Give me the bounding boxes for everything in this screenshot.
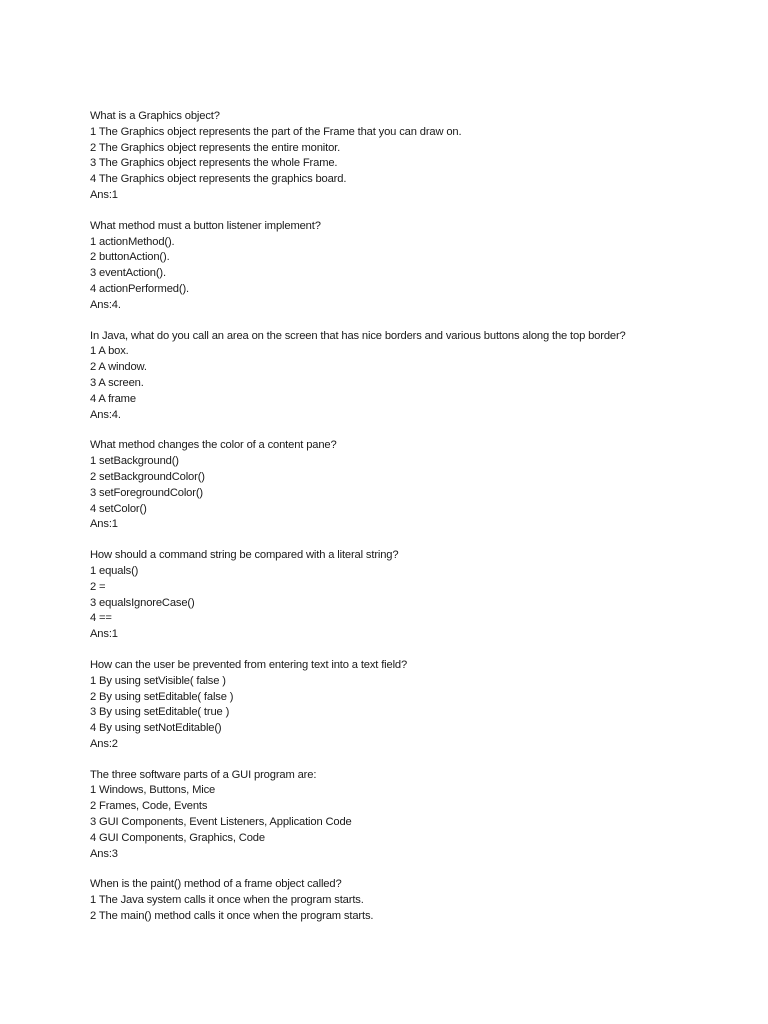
option-4: 4 actionPerformed(). <box>90 282 189 295</box>
option-1: 1 The Graphics object represents the part of the Frame that you can draw on. <box>90 125 462 138</box>
option-1: 1 Windows, Buttons, Mice <box>90 784 216 797</box>
question-block-8 <box>90 877 730 924</box>
option-1: 1 The Java system calls it once when the program starts. <box>90 894 364 907</box>
question-block-1 <box>90 109 730 204</box>
question-text: What is a Graphics object? <box>90 110 220 122</box>
option-2: 2 setBackgroundColor() <box>90 470 205 483</box>
option-1: 1 A box. <box>90 345 129 358</box>
question-block-4 <box>90 438 730 533</box>
option-3: 3 equalsIgnoreCase() <box>90 596 195 609</box>
question-text: What method changes the color of a content pane? <box>90 439 337 452</box>
option-2: 2 The main() method calls it once when the program starts. <box>90 910 374 923</box>
answer-text: Ans:1 <box>90 628 118 641</box>
option-1: 1 setBackground() <box>90 455 179 468</box>
question-text: How can the user be prevented from entering text into a text field? <box>90 658 408 671</box>
answer-text: Ans:4. <box>90 408 121 421</box>
option-3: 3 GUI Components, Event Listeners, Application Code <box>90 816 352 829</box>
option-3: 3 A screen. <box>90 376 144 389</box>
question-text: The three software parts of a GUI program are: <box>90 768 317 781</box>
question-block-7 <box>90 768 730 863</box>
answer-text: Ans:2 <box>90 737 118 750</box>
option-2: 2 A window. <box>90 361 147 374</box>
answer-text: Ans:3 <box>90 847 118 860</box>
option-1: 1 equals() <box>90 564 139 577</box>
option-2: 2 By using setEditable( false ) <box>90 690 234 703</box>
question-text: In Java, what do you call an area on the screen that has nice borders and various buttons along the top border? <box>90 329 626 342</box>
question-block-5 <box>90 548 730 643</box>
question-block-6 <box>90 658 730 753</box>
option-3: 3 The Graphics object represents the whole Frame. <box>90 157 338 170</box>
question-text: How should a command string be compared with a literal string? <box>90 549 399 562</box>
option-1: 1 By using setVisible( false ) <box>90 674 226 687</box>
question-text: What method must a button listener implement? <box>90 219 321 232</box>
option-2: 2 Frames, Code, Events <box>90 800 208 813</box>
option-3: 3 setForegroundColor() <box>90 486 203 499</box>
option-3: 3 eventAction(). <box>90 267 166 280</box>
option-2: 2 = <box>90 580 106 593</box>
option-4: 4 The Graphics object represents the graphics board. <box>90 173 347 186</box>
option-4: 4 == <box>90 612 112 625</box>
question-block-3 <box>90 329 730 424</box>
question-text: When is the paint() method of a frame object called? <box>90 878 342 891</box>
option-1: 1 actionMethod(). <box>90 235 175 248</box>
question-list <box>90 109 730 940</box>
answer-text: Ans:1 <box>90 188 118 201</box>
option-3: 3 By using setEditable( true ) <box>90 706 230 719</box>
option-4: 4 GUI Components, Graphics, Code <box>90 831 265 844</box>
answer-text: Ans:4. <box>90 298 121 311</box>
question-block-2 <box>90 219 730 314</box>
option-2: 2 The Graphics object represents the entire monitor. <box>90 141 341 154</box>
option-2: 2 buttonAction(). <box>90 251 170 264</box>
option-4: 4 A frame <box>90 392 136 405</box>
option-4: 4 By using setNotEditable() <box>90 722 222 735</box>
answer-text: Ans:1 <box>90 518 118 531</box>
option-4: 4 setColor() <box>90 502 147 515</box>
